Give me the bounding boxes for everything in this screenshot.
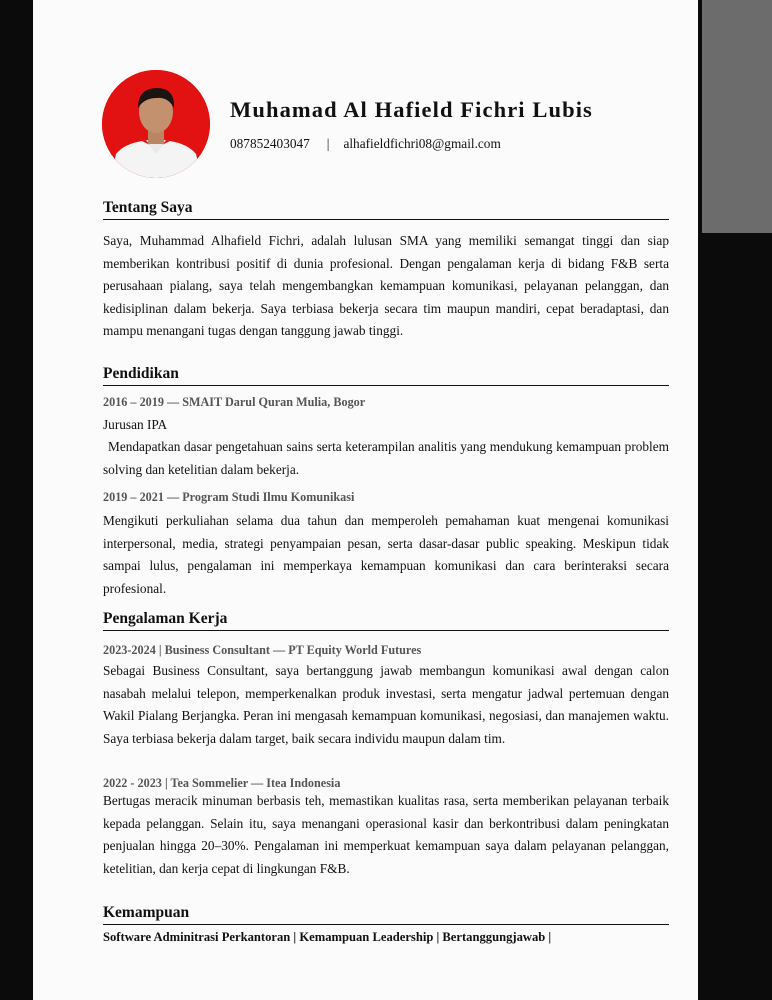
section-title-about: Tentang Saya: [103, 199, 669, 220]
experience-heading-1: 2023-2024 | Business Consultant — PT Equity World Futures: [103, 643, 422, 657]
section-title-experience: Pengalaman Kerja: [103, 610, 669, 631]
candidate-name: Muhamad Al Hafield Fichri Lubis: [230, 97, 593, 122]
resume-page: [33, 0, 698, 1000]
phone-number: 087852403047: [230, 136, 310, 151]
education-heading-1: 2016 – 2019 — SMAIT Darul Quran Mulia, Bogor: [103, 395, 366, 409]
about-text: Saya, Muhammad Alhafield Fichri, adalah lulusan SMA yang memiliki semangat tinggi dan siap memberikan kontribusi positif di dunia profesional. Dengan pengalaman kerja di bidang F&B serta perusahaan pialang, saya telah mengembangkan kemampuan komunikasi, pelayanan pelanggan, dan kedisiplinan dalam bekerja. Saya terbiasa bekerja secara tim maupun mandiri, cepat beradaptasi, dan mampu menangani tugas dengan tanggung jawab tinggi.: [103, 233, 669, 338]
experience-text-1: Sebagai Business Consultant, saya bertanggung jawab membangun komunikasi awal dengan calon nasabah melalui telepon, memperkenalkan produk investasi, serta mengatur jadwal pertemuan dengan Wakil Pialang Berjangka. Peran ini mengasah kemampuan komunikasi, negosiasi, dan manajemen waktu. Saya terbiasa bekerja dalam target, baik secara individu maupun dalam tim.: [103, 663, 669, 746]
section-title-skills: Kemampuan: [103, 904, 669, 925]
scrollbar-thumb[interactable]: [702, 0, 772, 233]
experience-heading-2: 2022 - 2023 | Tea Sommelier — Itea Indonesia: [103, 776, 341, 790]
profile-photo: [102, 70, 210, 178]
education-text-2: Mengikuti perkuliahan selama dua tahun dan memperoleh pemahaman kuat mengenai komunikasi interpersonal, media, strategi penyampaian pesan, serta dasar-dasar public speaking. Meskipun tidak sampai lulus, pengalaman ini memperkaya kemampuan komunikasi dan cara berinteraksi secara profesional.: [103, 513, 669, 596]
contact-separator: |: [326, 136, 330, 151]
education-heading-2: 2019 – 2021 — Program Studi Ilmu Komunikasi: [103, 490, 355, 504]
education-major: Jurusan IPA: [103, 417, 168, 432]
section-title-education: Pendidikan: [103, 365, 669, 386]
email-address: alhafieldfichri08@gmail.com: [343, 136, 501, 151]
profile-person-icon: [102, 70, 210, 178]
contact-line: [230, 136, 501, 152]
skills-list: Software Adminitrasi Perkantoran | Kemampuan Leadership | Bertanggungjawab |: [103, 930, 552, 944]
education-text-1: Mendapatkan dasar pengetahuan sains serta keterampilan analitis yang mendukung kemampuan problem solving dan ketelitian dalam bekerja.: [103, 439, 669, 477]
experience-text-2: Bertugas meracik minuman berbasis teh, memastikan kualitas rasa, serta memberikan pelayanan terbaik kepada pelanggan. Selain itu, saya menangani operasional kasir dan berkontribusi dalam peningkatan penjualan hingga 20–30%. Pengalaman ini memperkuat kemampuan saya dalam pelayanan pelanggan, ketelitian, dan kerja cepat di lingkungan F&B.: [103, 793, 669, 876]
